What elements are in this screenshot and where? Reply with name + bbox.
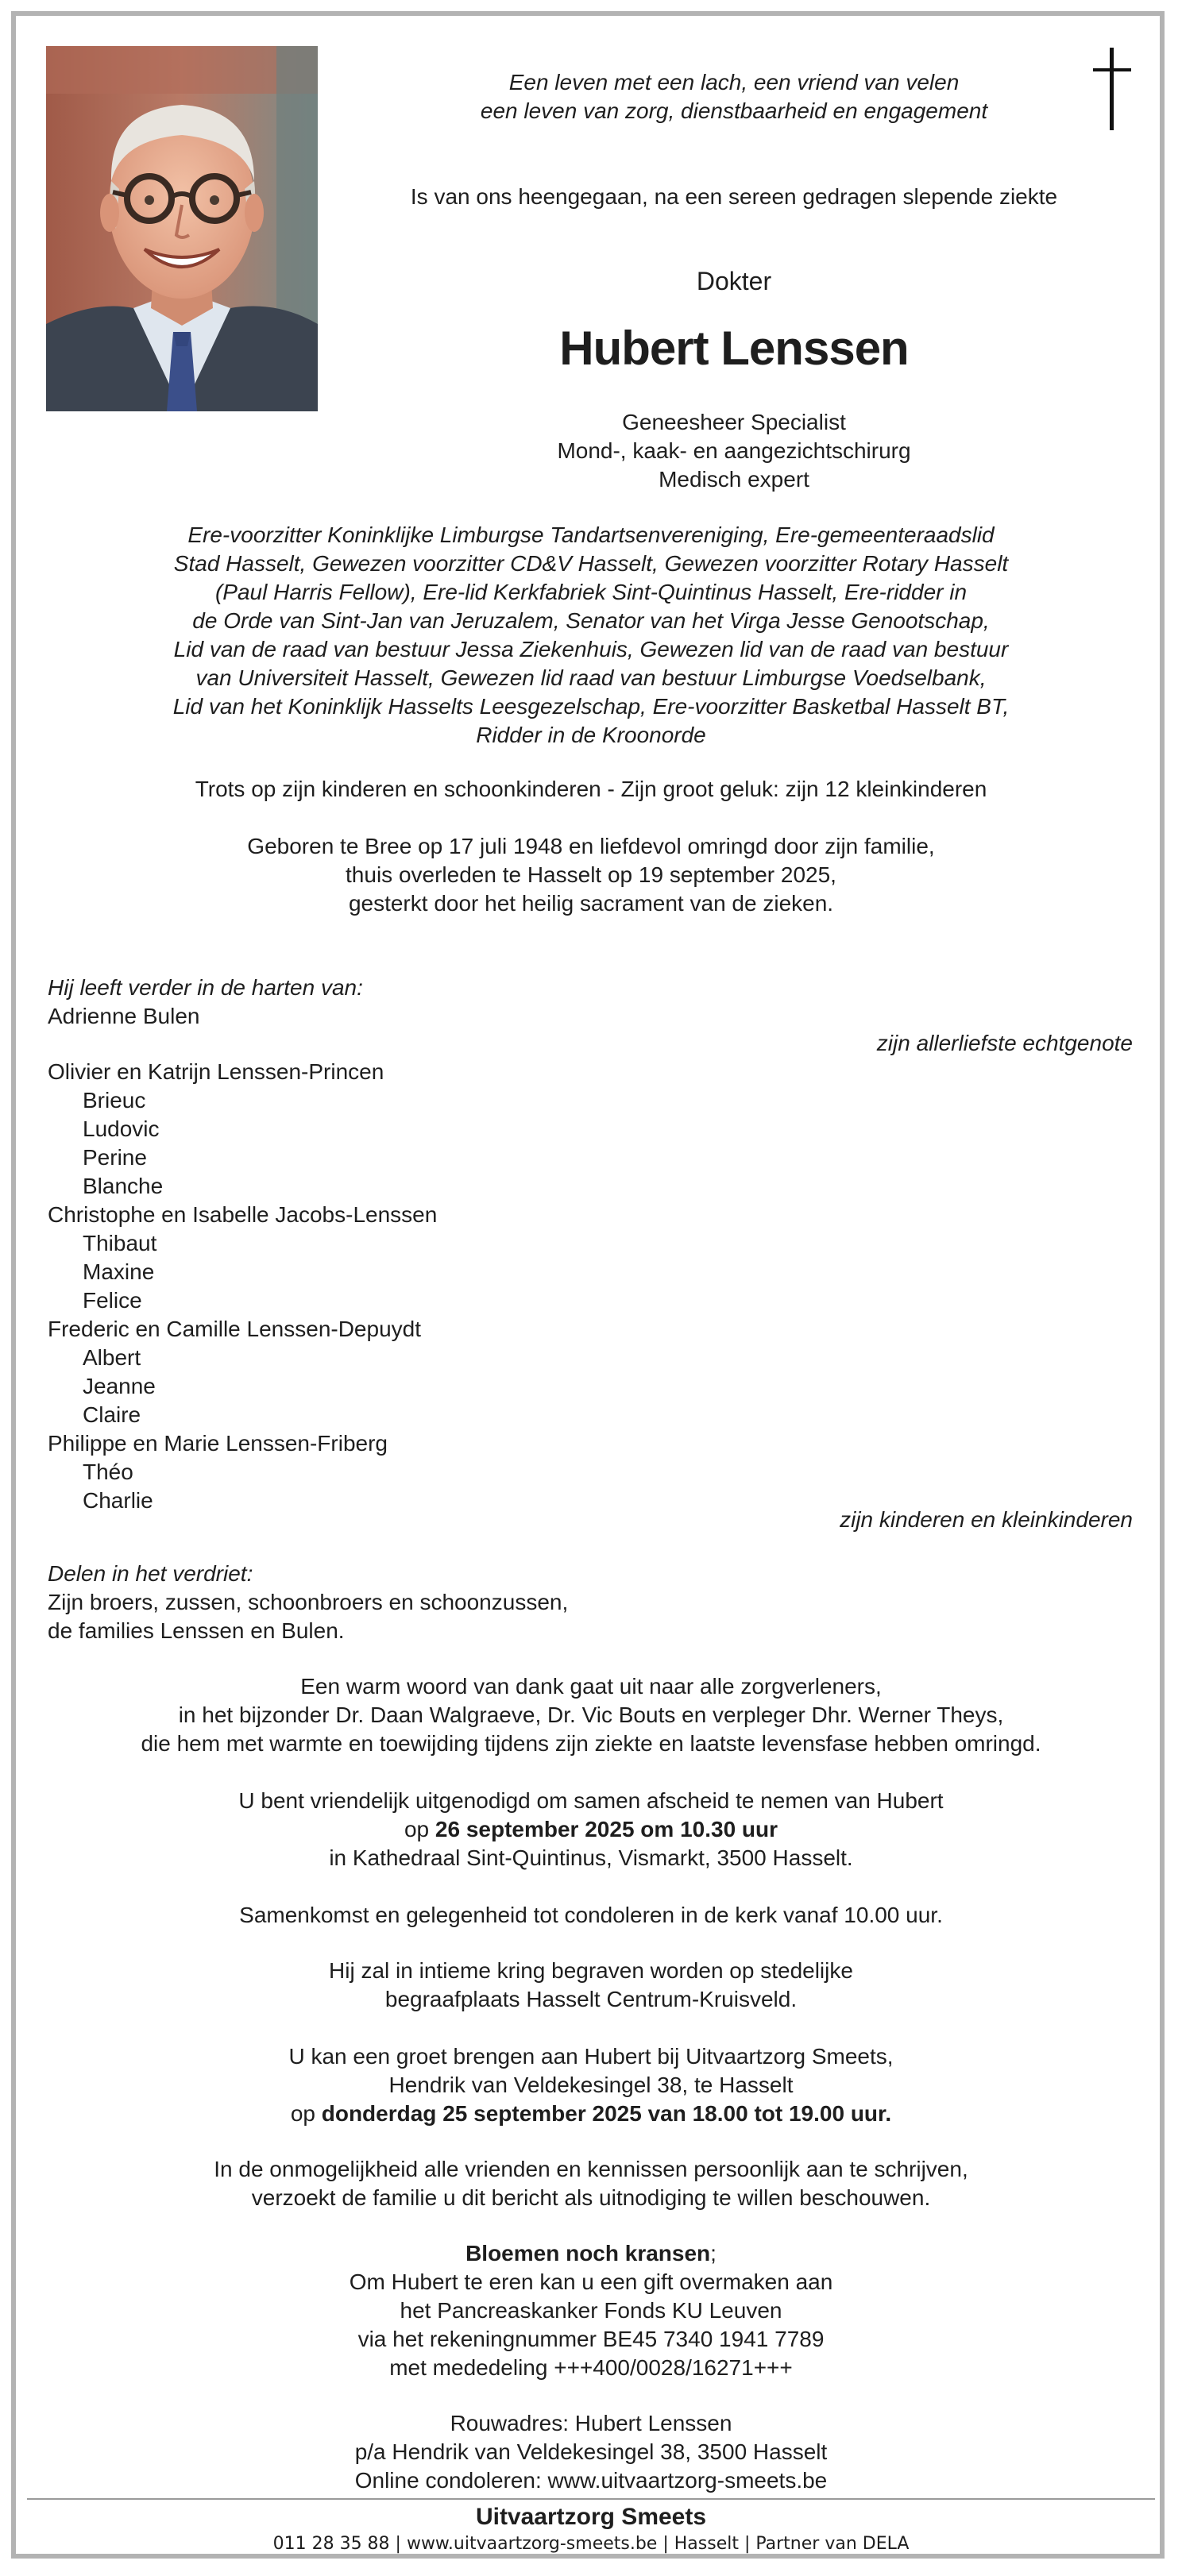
motto-line-2: een leven van zorg, dienstbaarheid en engagement <box>480 98 988 123</box>
born-died-line: Geboren te Bree op 17 juli 1948 en liefdevol omringd door zijn familie, <box>247 834 935 858</box>
visit-date: donderdag 25 september 2025 van 18.00 tot 19.00 uur. <box>321 2101 892 2126</box>
ceremony-date-line <box>48 1815 1134 1844</box>
flowers-heading-line <box>48 2239 1134 2268</box>
ceremony-date-prefix: op <box>404 1817 435 1841</box>
spouse-role: zijn allerliefste echtgenote <box>876 1031 1133 1055</box>
grandchild: Perine <box>83 1145 147 1170</box>
born-died-line: gesterkt door het heilig sacrament van de zieken. <box>348 891 834 916</box>
spouse-name: Adrienne Bulen <box>48 1004 200 1028</box>
address-line: Online condoleren: www.uitvaartzorg-smeets.be <box>354 2468 828 2493</box>
cross-icon <box>1090 48 1134 130</box>
grandchild: Claire <box>83 1402 141 1427</box>
visit-date-line <box>48 2100 1134 2128</box>
honors-line: Lid van het Koninklijk Hasselts Leesgezelschap, Ere-voorzitter Basketbal Hasselt BT, <box>172 694 1010 719</box>
notice-line: In de onmogelijkheid alle vrienden en kennissen persoonlijk aan te schrijven, <box>214 2157 968 2181</box>
honors-line: van Universiteit Hasselt, Gewezen lid raad van bestuur Limburgse Voedselbank, <box>195 665 987 690</box>
portrait-photo <box>46 46 318 411</box>
grandchild: Thibaut <box>83 1231 157 1255</box>
children-role: zijn kinderen en kleinkinderen <box>840 1507 1133 1532</box>
grandchild: Maxine <box>83 1259 155 1284</box>
footer-company: Uitvaartzorg Smeets <box>475 2504 707 2530</box>
gathering-line: Samenkomst en gelegenheid tot condoleren in de kerk vanaf 10.00 uur. <box>239 1903 943 1927</box>
ceremony-date: 26 september 2025 om 10.30 uur <box>435 1817 778 1841</box>
burial-line: Hij zal in intieme kring begraven worden op stedelijke <box>329 1958 853 1983</box>
motto-line-1: Een leven met een lach, een vriend van velen <box>508 70 960 94</box>
deceased-name: Hubert Lenssen <box>559 322 909 375</box>
honors-line: de Orde van Sint-Jan van Jeruzalem, Senator van het Virga Jesse Genootschap, <box>192 608 990 633</box>
pride-line: Trots op zijn kinderen en schoonkinderen - Zijn groot geluk: zijn 12 kleinkinderen <box>195 777 987 801</box>
honors-line: Ere-voorzitter Koninklijke Limburgse Tandartsenvereniging, Ere-gemeenteraadslid <box>187 523 995 547</box>
profession-line: Mond-, kaak- en aangezichtschirurg <box>557 438 911 463</box>
honors-line: Ridder in de Kroonorde <box>476 723 706 747</box>
household-parents: Christophe en Isabelle Jacobs-Lenssen <box>48 1202 438 1227</box>
sharing-line: de families Lenssen en Bulen. <box>48 1618 345 1643</box>
grandchild: Felice <box>83 1288 142 1313</box>
footer-divider <box>27 2498 1155 2500</box>
household-parents: Olivier en Katrijn Lenssen-Princen <box>48 1059 384 1084</box>
ceremony-line: U bent vriendelijk uitgenodigd om samen afscheid te nemen van Hubert <box>238 1788 944 1813</box>
grandchild: Théo <box>83 1460 133 1484</box>
flowers-line: het Pancreaskanker Fonds KU Leuven <box>400 2298 782 2323</box>
address-line: p/a Hendrik van Veldekesingel 38, 3500 Hasselt <box>354 2439 828 2464</box>
born-died-line: thuis overleden te Hasselt op 19 september 2025, <box>346 862 836 887</box>
address-line: Rouwadres: Hubert Lenssen <box>450 2411 732 2435</box>
flowers-heading: Bloemen noch kransen <box>465 2241 711 2266</box>
thanks-line: die hem met warmte en toewijding tijdens zijn ziekte en laatste levensfase hebben omringd. <box>141 1731 1041 1756</box>
visit-line: Hendrik van Veldekesingel 38, te Hasselt <box>388 2073 794 2097</box>
flowers-line: Om Hubert te eren kan u een gift overmaken aan <box>349 2269 833 2294</box>
sharing-line: Zijn broers, zussen, schoonbroers en schoonzussen, <box>48 1590 569 1614</box>
profession-line: Medisch expert <box>659 467 809 492</box>
grandchild: Charlie <box>83 1488 153 1513</box>
honors-line: (Paul Harris Fellow), Ere-lid Kerkfabriek Sint-Quintinus Hasselt, Ere-ridder in <box>214 580 968 604</box>
household-parents: Frederic en Camille Lenssen-Depuydt <box>48 1317 421 1341</box>
grandchild: Brieuc <box>83 1088 146 1113</box>
flowers-heading-suffix: ; <box>710 2241 717 2266</box>
visit-line: U kan een groet brengen aan Hubert bij Uitvaartzorg Smeets, <box>288 2044 894 2069</box>
announcement: Is van ons heengegaan, na een sereen gedragen slepende ziekte <box>410 184 1058 209</box>
burial-line: begraafplaats Hasselt Centrum-Kruisveld. <box>384 1987 798 2011</box>
grandchild: Ludovic <box>83 1116 160 1141</box>
honors-line: Stad Hasselt, Gewezen voorzitter CD&V Hasselt, Gewezen voorzitter Rotary Hasselt <box>173 551 1009 576</box>
grandchild: Blanche <box>83 1174 164 1198</box>
grandchild: Albert <box>83 1345 141 1370</box>
flowers-line: met mededeling +++400/0028/16271+++ <box>389 2355 793 2380</box>
flowers-line: via het rekeningnummer BE45 7340 1941 7789 <box>357 2327 825 2351</box>
family-intro: Hij leeft verder in de harten van: <box>48 975 363 1000</box>
grandchild: Jeanne <box>83 1374 156 1398</box>
honors-line: Lid van de raad van bestuur Jessa Ziekenhuis, Gewezen lid van de raad van bestuur <box>173 637 1009 661</box>
notice-line: verzoekt de familie u dit bericht als uitnodiging te willen beschouwen. <box>251 2185 931 2210</box>
deceased-title: Dokter <box>696 267 772 295</box>
profession-line: Geneesheer Specialist <box>622 410 846 434</box>
sharing-intro: Delen in het verdriet: <box>48 1561 253 1586</box>
visit-date-prefix: op <box>290 2101 322 2126</box>
ceremony-location: in Kathedraal Sint-Quintinus, Vismarkt, 3500 Hasselt. <box>329 1845 853 1870</box>
footer-contact: 011 28 35 88 | www.uitvaartzorg-smeets.be | Hasselt | Partner van DELA <box>272 2534 910 2554</box>
household-parents: Philippe en Marie Lenssen-Friberg <box>48 1431 388 1456</box>
thanks-line: Een warm woord van dank gaat uit naar alle zorgverleners, <box>300 1674 882 1699</box>
thanks-line: in het bijzonder Dr. Daan Walgraeve, Dr. Vic Bouts en verpleger Dhr. Werner Theys, <box>178 1703 1004 1727</box>
